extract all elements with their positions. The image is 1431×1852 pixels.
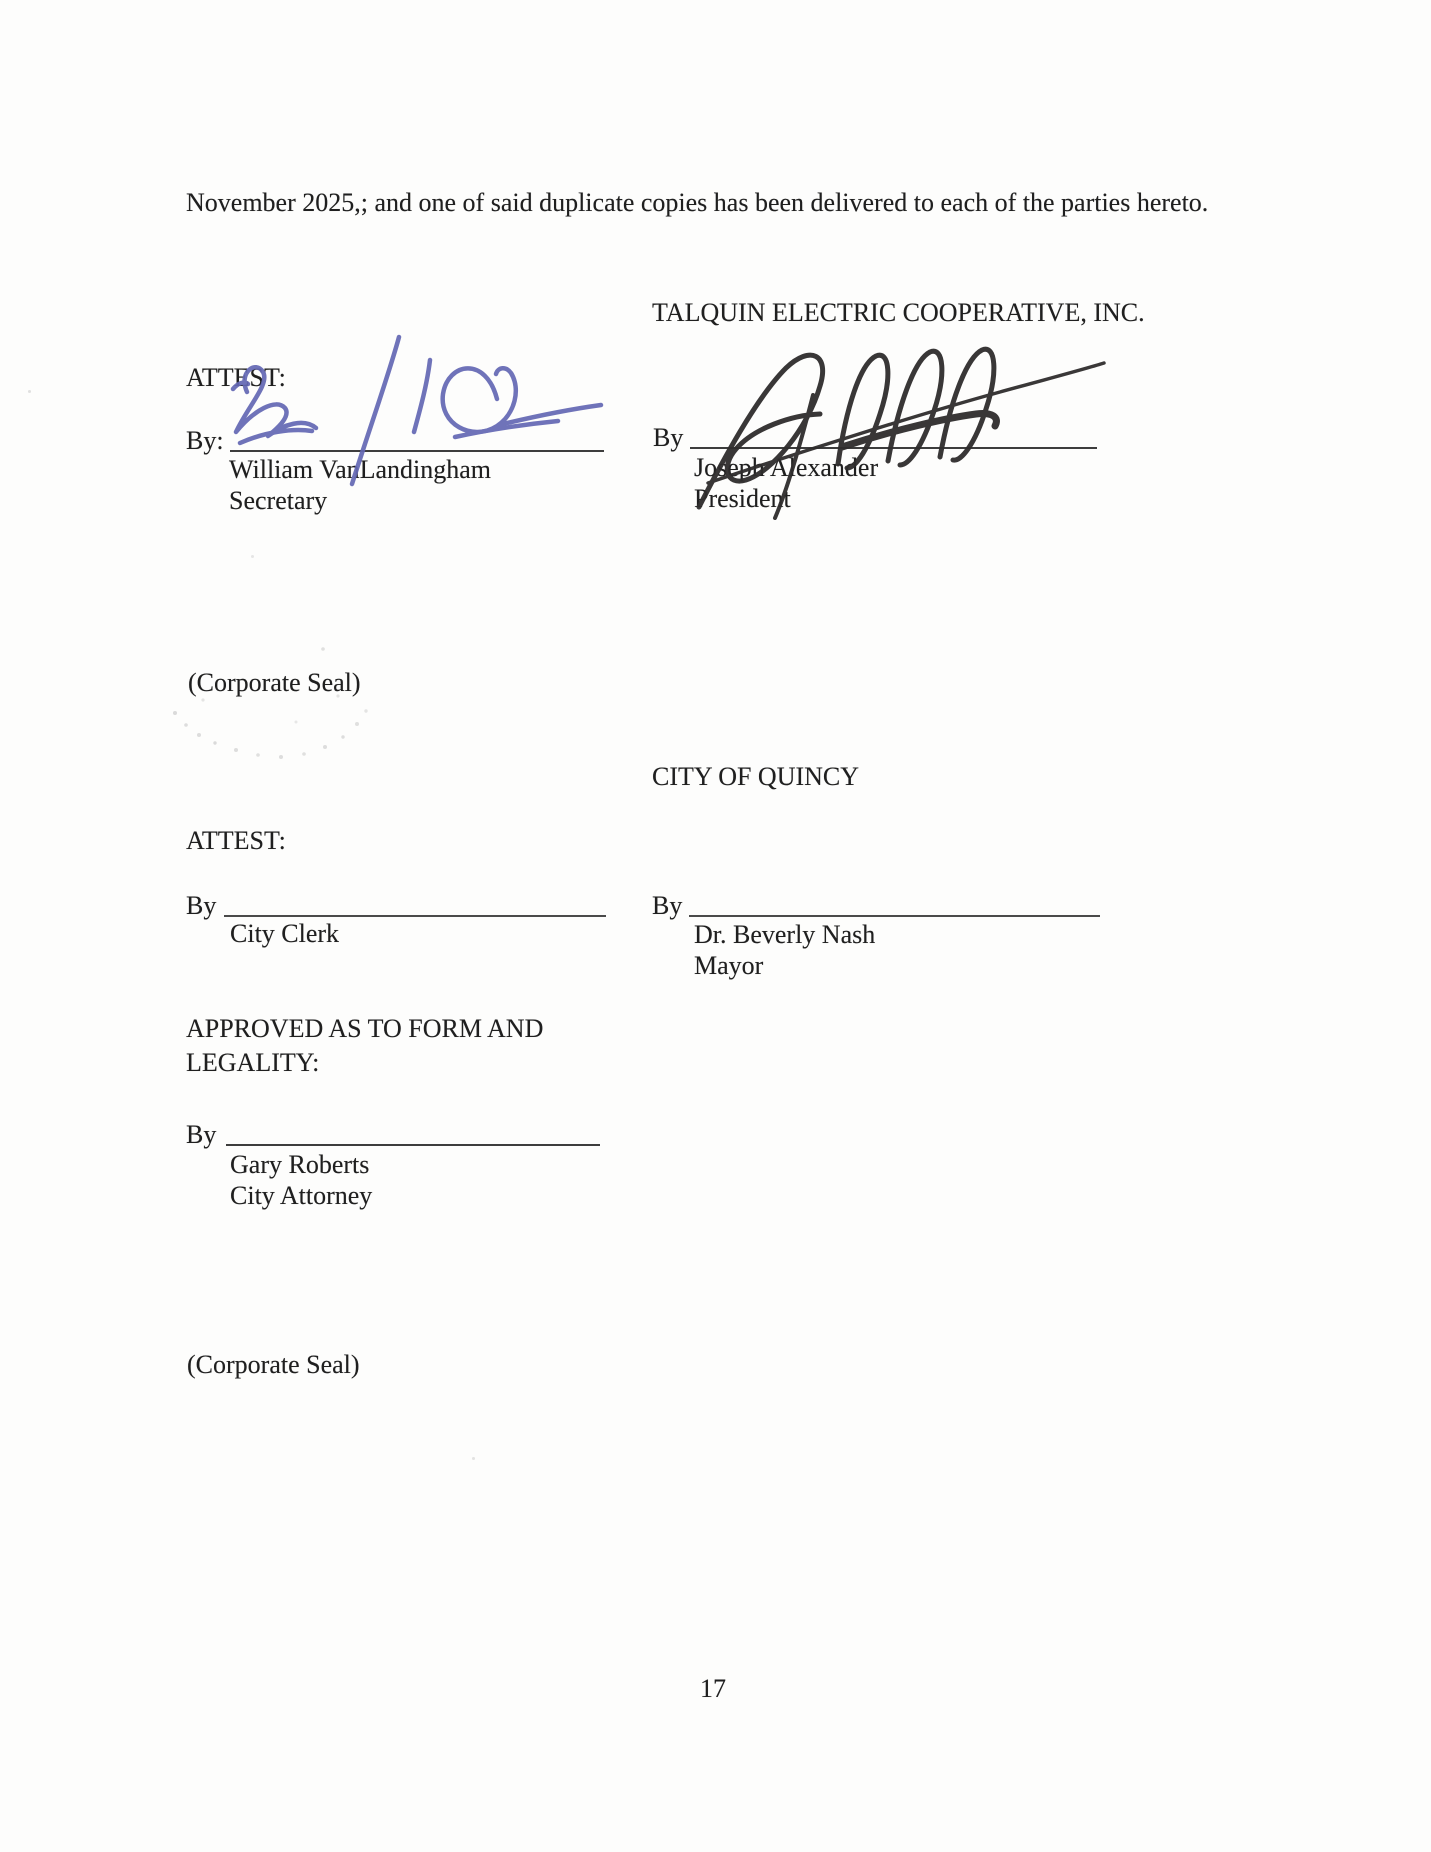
secretary-signature-line <box>230 450 604 452</box>
president-signature-line <box>690 447 1097 449</box>
clerk-title: City Clerk <box>230 919 340 948</box>
mayor-title: Mayor <box>694 951 764 980</box>
scan-artifact-speck <box>472 1457 475 1460</box>
talquin-attest-label: ATTEST: <box>186 363 286 392</box>
mayor-signature-line <box>689 915 1100 917</box>
approval-heading-line1: APPROVED AS TO FORM AND <box>186 1014 544 1043</box>
attorney-title: City Attorney <box>230 1181 373 1210</box>
secretary-name: William VanLandingham <box>229 455 492 484</box>
intro-paragraph: November 2025,; and one of said duplicate copies has been delivered to each of the parties hereto. <box>186 188 1209 217</box>
attorney-by-label: By <box>186 1120 217 1149</box>
talquin-company-heading: TALQUIN ELECTRIC COOPERATIVE, INC. <box>652 298 1145 327</box>
page-number: 17 <box>700 1674 726 1703</box>
mayor-name: Dr. Beverly Nash <box>694 920 876 949</box>
scan-artifact-speck <box>28 390 31 393</box>
quincy-corporate-seal-label: (Corporate Seal) <box>187 1350 360 1379</box>
talquin-corporate-seal-label: (Corporate Seal) <box>188 668 361 697</box>
clerk-by-label: By <box>186 891 217 920</box>
clerk-signature-line <box>224 915 606 917</box>
approval-heading-line2: LEGALITY: <box>186 1048 320 1077</box>
quincy-city-heading: CITY OF QUINCY <box>652 762 860 791</box>
president-title: President <box>694 484 791 513</box>
secretary-by-label: By: <box>186 426 224 455</box>
attorney-name: Gary Roberts <box>230 1150 370 1179</box>
mayor-by-label: By <box>652 891 683 920</box>
secretary-title: Secretary <box>229 486 328 515</box>
attorney-signature-line <box>226 1144 600 1146</box>
scan-artifact-speck <box>251 555 254 558</box>
seal-impression-marks <box>173 647 368 759</box>
quincy-attest-label: ATTEST: <box>186 826 286 855</box>
president-name: Joseph Alexander <box>694 453 879 482</box>
president-by-label: By <box>653 423 684 452</box>
